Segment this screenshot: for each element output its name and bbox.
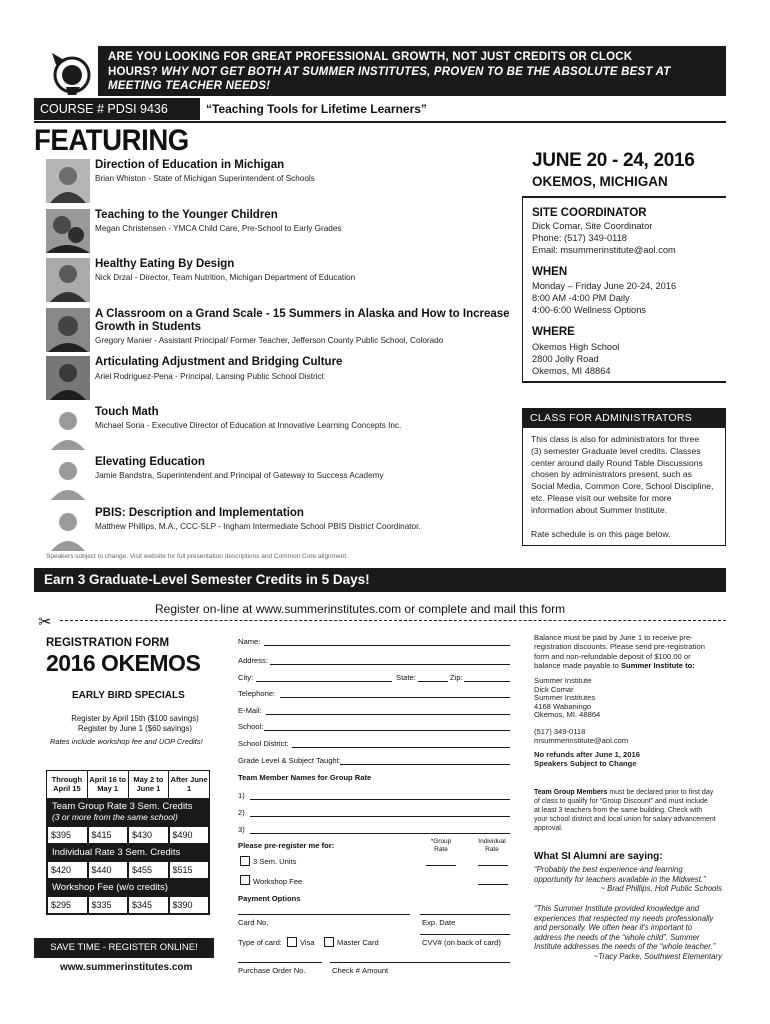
- speaker-item: [46, 308, 510, 354]
- speaker-photo: [46, 258, 90, 302]
- team-prices-row: [47, 826, 209, 844]
- logo: [46, 47, 92, 97]
- school-district-field[interactable]: [292, 747, 510, 748]
- school-label: School:: [238, 722, 264, 731]
- card-number-label: Card No.: [238, 918, 269, 927]
- speaker-title: Elevating Education: [95, 456, 205, 468]
- website-link[interactable]: www.summerinstitutes.com: [60, 962, 193, 973]
- register-line: Register on-line at www.summerinstitutes.com or complete and mail this form: [155, 602, 566, 616]
- three-sem-label: 3 Sem. Units: [253, 857, 297, 866]
- name-field[interactable]: [264, 645, 510, 646]
- price-table: [46, 770, 210, 915]
- cvv-label: CVV# (on back of card): [422, 938, 501, 947]
- scissors-icon: ✂: [38, 614, 52, 631]
- speaker-item: [46, 159, 506, 205]
- speaker-title: A Classroom on a Grand Scale - 15 Summers in Alaska and How to Increase Growth in Students: [95, 308, 510, 333]
- speaker-title: Touch Math: [95, 406, 159, 418]
- divider: [522, 196, 523, 382]
- zip-field[interactable]: [464, 681, 510, 682]
- telephone-field[interactable]: [280, 697, 510, 698]
- coordinator-heading: SITE COORDINATOR: [532, 207, 647, 219]
- three-sem-checkbox[interactable]: [240, 856, 250, 866]
- state-field[interactable]: [418, 681, 448, 682]
- divider: [522, 381, 726, 383]
- price-header: Through April 15: [47, 771, 88, 798]
- individual-rate-label: Individual Rate: [478, 838, 506, 853]
- divider: [34, 121, 726, 123]
- speaker-item: [46, 258, 506, 304]
- price-header-row: [47, 771, 209, 798]
- speaker-photo: [46, 209, 90, 253]
- coordinator-info: Dick Comar, Site Coordinator Phone: (517) 349-0118 Email: msummerinstitute@aol.com: [532, 221, 676, 255]
- alumni-heading: What SI Alumni are saying:: [534, 851, 663, 862]
- purchase-order-label: Purchase Order No.: [238, 966, 306, 975]
- workshop-prices-row: [47, 896, 209, 914]
- team-names-label: Team Member Names for Group Rate: [238, 773, 372, 782]
- price-cell: $515: [170, 862, 209, 878]
- team-group-note: Team Group Members must be declared prior to first day of class to qualify for “Group Discount” and must include at least 3 teachers from the same building. Check with your school district and local union for salary advancement approval.: [534, 789, 716, 832]
- early-bird-heading: EARLY BIRD SPECIALS: [72, 690, 185, 701]
- card-number-field[interactable]: [238, 914, 410, 915]
- testimonial-quote: “This Summer Institute provided knowledge and experiences that respected my needs professionally and personally. We often hear it's important to address the needs of the “whole child”. Summer Institute addresses the needs of the “whole teacher.” ~Tracy Parke, Southwest Elementary: [534, 904, 722, 961]
- check-label: Check #: [332, 966, 360, 975]
- team-member-field[interactable]: [250, 799, 510, 800]
- speaker-title: Articulating Adjustment and Bridging Culture: [95, 356, 343, 368]
- where-heading: WHERE: [532, 326, 575, 338]
- speaker-item: [46, 356, 506, 402]
- mastercard-label: Master Card: [337, 938, 379, 947]
- state-label: State:: [396, 673, 416, 682]
- speaker-item: [46, 456, 506, 502]
- contact-info: (517) 349-0118 msummerinstitute@aol.com: [534, 727, 629, 746]
- speaker-desc: Jamie Bandstra, Superintendent and Principal of Gateway to Success Academy: [95, 471, 384, 480]
- form-title: REGISTRATION FORM: [46, 637, 170, 649]
- grade-level-field[interactable]: [340, 764, 510, 765]
- individual-rate-label: Individual Rate 3 Sem. Credits: [47, 844, 209, 861]
- person-silhouette-icon: [46, 456, 90, 500]
- speaker-title: PBIS: Description and Implementation: [95, 507, 304, 519]
- speaker-title: Healthy Eating By Design: [95, 258, 235, 270]
- price-cell: $345: [129, 897, 168, 913]
- header-text: ARE YOU LOOKING FOR GREAT PROFESSIONAL GROWTH, NOT JUST CREDITS OR CLOCK HOURS? WHY NOT GET BOTH AT SUMMER INSTITUTES, PROVEN TO BE THE ABSOLUTE BEST AT MEETING TEACHER NEEDS!: [108, 51, 671, 92]
- email-field[interactable]: [266, 714, 510, 715]
- speaker-desc: Nick Drzal - Director, Team Nutrition, Michigan Department of Education: [95, 273, 356, 282]
- speaker-desc: Megan Christensen - YMCA Child Care, Pre-School to Early Grades: [95, 224, 342, 233]
- rates-note: Rates include workshop fee and UOP Credits!: [50, 737, 203, 746]
- address-label: Address:: [238, 656, 268, 665]
- speaker-item: [46, 406, 506, 452]
- address-field[interactable]: [270, 664, 510, 665]
- card-type-label: Type of card:: [238, 938, 282, 947]
- price-cell: $490: [170, 827, 209, 843]
- city-field[interactable]: [256, 681, 392, 682]
- featuring-title: FEATURING: [34, 124, 189, 157]
- individual-prices-row: [47, 861, 209, 879]
- speaker-item: [46, 209, 506, 255]
- price-cell: $335: [89, 897, 128, 913]
- exp-date-field[interactable]: [420, 914, 510, 915]
- price-header: After June 1: [170, 775, 208, 793]
- purchase-order-field[interactable]: [238, 962, 322, 963]
- visa-checkbox[interactable]: [287, 937, 297, 947]
- when-heading: WHEN: [532, 266, 568, 278]
- preregister-label: Please pre-register me for:: [238, 841, 335, 850]
- price-cell: $420: [48, 862, 87, 878]
- admin-text: This class is also for administrators for three (3) semester Graduate level credits. Classes center around daily Round Table Discussions chosen by administrators present, such as Social Media, Common Core, School Discipline, etc. Please visit our website for more information about Summer Institute.: [531, 434, 714, 515]
- city-label: City:: [238, 673, 254, 682]
- price-cell: $455: [129, 862, 168, 878]
- mailing-address: Summer Institute Dick Comar Summer Institutes 4168 Wabaningo Okemos, MI. 48864: [534, 676, 601, 720]
- event-dates: JUNE 20 - 24, 2016: [532, 150, 695, 171]
- early-bird-dates: Register by April 15th ($100 savings) Register by June 1 ($60 savings): [71, 714, 199, 733]
- price-cell: $430: [129, 827, 168, 843]
- save-time-banner: SAVE TIME - REGISTER ONLINE!: [34, 938, 214, 958]
- speaker-desc: Ariel Rodriguez-Pena - Principal, Lansing Public School District: [95, 372, 324, 381]
- team-member-field[interactable]: [250, 816, 510, 817]
- workshop-fee-field[interactable]: [478, 884, 508, 885]
- price-cell: $295: [48, 897, 87, 913]
- speaker-desc: Brian Whiston - State of Michigan Superintendent of Schools: [95, 174, 315, 183]
- email-label: E-Mail:: [238, 706, 262, 715]
- telephone-label: Telephone:: [238, 689, 276, 698]
- price-cell: $395: [48, 827, 87, 843]
- speaker-title: Teaching to the Younger Children: [95, 209, 278, 221]
- exp-date-label: Exp. Date: [422, 918, 456, 927]
- mastercard-checkbox[interactable]: [324, 937, 334, 947]
- name-label: Name:: [238, 637, 261, 646]
- visa-label: Visa: [300, 938, 315, 947]
- price-cell: $415: [89, 827, 128, 843]
- check-field[interactable]: [330, 962, 510, 963]
- refund-policy: No refunds after June 1, 2016 Speakers Subject to Change: [534, 750, 640, 769]
- team-rate-label: Team Group Rate 3 Sem. Credits (3 or more from the same school): [47, 798, 209, 826]
- course-title: “Teaching Tools for Lifetime Learners”: [206, 102, 427, 116]
- team-member-number: 2): [238, 808, 245, 817]
- admin-rate-note: Rate schedule is on this page below.: [531, 529, 671, 539]
- earn-credits-banner: Earn 3 Graduate-Level Semester Credits in 5 Days!: [34, 568, 726, 592]
- price-header: April 16 to May 1: [88, 771, 129, 798]
- speaker-photo: [46, 308, 90, 352]
- team-member-number: 1): [238, 791, 245, 800]
- amount-label: Amount: [362, 966, 389, 975]
- person-silhouette-icon: [46, 507, 90, 551]
- balance-note: Balance must be paid by June 1 to receive pre- registration discounts. Please send pre-registration form and non-refundable deposit of $100.00 or balance made payable to Summer Institute to:: [534, 633, 705, 670]
- when-info: Monday – Friday June 20-24, 2016 8:00 AM -4:00 PM Daily 4:00-6:00 Wellness Options: [532, 281, 677, 315]
- speaker-desc: Matthew Phillips, M.A., CCC-SLP - Ingham Intermediate School PBIS District Coordinator.: [95, 522, 421, 531]
- price-header: May 2 to June 1: [129, 771, 170, 798]
- grade-level-label: Grade Level & Subject Taught:: [238, 756, 341, 765]
- workshop-fee-checkbox[interactable]: [240, 875, 250, 885]
- event-location: OKEMOS, MICHIGAN: [532, 174, 668, 189]
- speaker-title: Direction of Education in Michigan: [95, 159, 285, 171]
- price-cell: $440: [89, 862, 128, 878]
- school-district-label: School District:: [238, 739, 289, 748]
- cut-line: [60, 620, 726, 621]
- speaker-photo: [46, 159, 90, 203]
- group-rate-field[interactable]: [426, 865, 456, 866]
- admin-heading: CLASS FOR ADMINISTRATORS: [522, 408, 726, 428]
- form-heading: 2016 OKEMOS: [46, 650, 201, 676]
- speaker-desc: Michael Soria - Executive Director of Education at Innovative Learning Concepts Inc.: [95, 421, 402, 430]
- speaker-desc: Gregory Manier - Assistant Principal/ Former Teacher, Jefferson County Public School, Colorado: [95, 336, 444, 345]
- workshop-fee-label: Workshop Fee (w/o credits): [47, 879, 209, 896]
- divider: [522, 196, 726, 198]
- team-member-number: 3): [238, 825, 245, 834]
- testimonial-quote: “Probably the best experience and learning opportunity for teachers available in the Midwest.” ~ Brad Phillips, Holt Public Schools: [534, 865, 722, 893]
- subject-note: Speakers subject to change. Visit website for full presentation descriptions and Common Core alignment.: [46, 553, 348, 560]
- zip-label: Zip:: [450, 673, 463, 682]
- where-info: Okemos High School 2800 Jolly Road Okemos, MI 48864: [532, 342, 620, 376]
- person-silhouette-icon: [46, 406, 90, 450]
- group-rate-label: *Group Rate: [430, 838, 452, 853]
- workshop-fee-label: Workshop Fee: [253, 877, 303, 886]
- individual-rate-field[interactable]: [478, 865, 508, 866]
- course-number: COURSE # PDSI 9436: [34, 98, 200, 120]
- price-cell: $390: [170, 897, 209, 913]
- school-field[interactable]: [264, 730, 510, 731]
- payment-options-label: Payment Options: [238, 894, 301, 903]
- speaker-photo: [46, 356, 90, 400]
- team-member-field[interactable]: [250, 833, 510, 834]
- speaker-item: [46, 507, 506, 553]
- cvv-field[interactable]: [420, 934, 510, 935]
